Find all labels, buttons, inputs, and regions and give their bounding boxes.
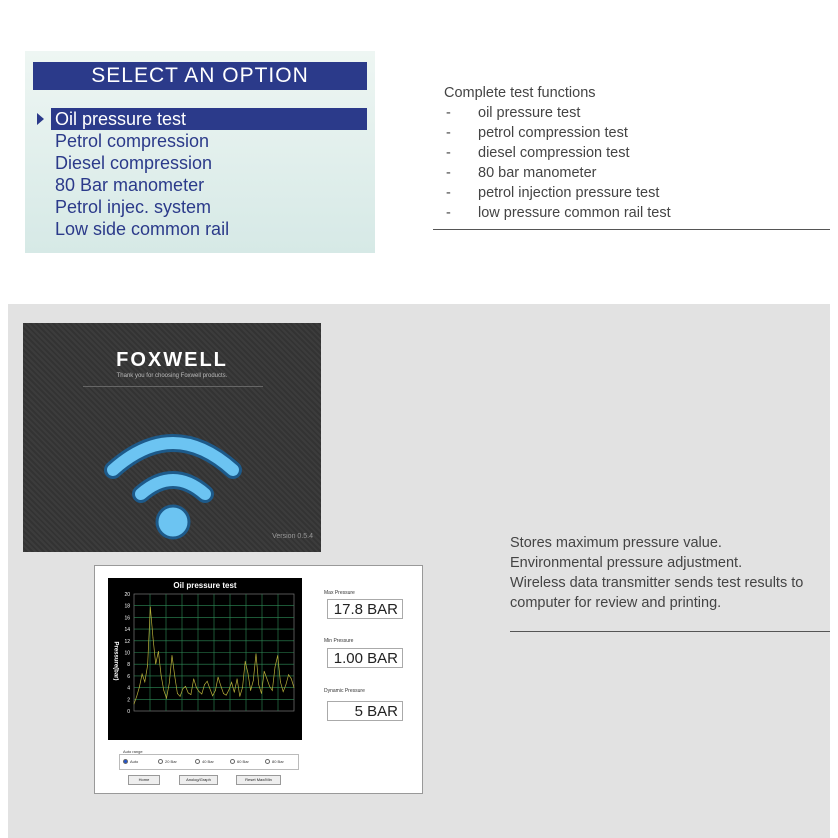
radio-icon (195, 759, 200, 764)
option-label: Petrol compression (55, 131, 210, 151)
divider (83, 386, 263, 387)
y-tick-label: 2 (127, 697, 130, 704)
data-point (256, 653, 257, 654)
foxwell-logo: FOXWELL (116, 349, 228, 371)
data-point (147, 665, 148, 666)
oil-pressure-test-window (94, 565, 423, 794)
version-label: Version 0.5.4 (272, 533, 313, 540)
feature-item (444, 143, 829, 163)
data-point (212, 695, 213, 696)
data-point (280, 681, 281, 682)
data-point (174, 676, 175, 677)
option-label: Low side common rail (55, 219, 230, 239)
min-pressure-label: Min Pressure (324, 638, 354, 644)
data-point (286, 684, 287, 685)
data-point (250, 690, 251, 691)
data-point (258, 684, 259, 685)
dash: - (446, 105, 451, 121)
data-point (218, 677, 219, 678)
data-point (134, 704, 135, 705)
data-point (291, 678, 292, 679)
data-point (204, 684, 205, 685)
data-point (277, 655, 278, 656)
option-label: Diesel compression (55, 153, 213, 173)
data-point (180, 696, 181, 697)
data-point (191, 694, 192, 695)
option-list (33, 108, 367, 240)
data-point (245, 661, 246, 662)
data-point (169, 683, 170, 684)
lcd-menu-screen (25, 51, 375, 253)
reset-max-min-button[interactable]: Reset Max/Min (236, 775, 281, 785)
option-label: Petrol injec. system (55, 197, 212, 217)
feature-description (510, 533, 830, 613)
menu-title: SELECT AN OPTION (33, 62, 367, 90)
max-pressure-label: Max Pressure (324, 590, 355, 596)
radio-icon (123, 759, 128, 764)
data-point (231, 682, 232, 683)
option-label: Oil pressure test (51, 108, 367, 130)
data-point (283, 691, 284, 692)
data-point (288, 674, 289, 675)
data-point (161, 675, 162, 676)
data-point (177, 693, 178, 694)
feature-text: 80 bar manometer (478, 165, 597, 181)
data-point (269, 686, 270, 687)
data-point (150, 607, 151, 608)
features-list (444, 83, 829, 223)
feature-item (444, 123, 829, 143)
y-tick-label: 0 (127, 709, 130, 715)
dynamic-pressure-value: 5 BAR (327, 701, 403, 721)
data-point (264, 671, 265, 672)
data-point (207, 681, 208, 682)
range-option-60-bar[interactable] (230, 759, 249, 764)
data-point (142, 674, 143, 675)
data-point (267, 678, 268, 679)
data-point (294, 687, 295, 688)
data-point (155, 664, 156, 665)
divider (433, 229, 830, 230)
data-point (153, 638, 154, 639)
data-point (253, 680, 254, 681)
data-point (136, 696, 137, 697)
data-point (163, 690, 164, 691)
feature-item (444, 163, 829, 183)
data-point (210, 688, 211, 689)
analog-graph-button[interactable]: Anolog/Graph (179, 775, 218, 785)
option-label: 40 Bar (202, 759, 214, 764)
data-point (275, 667, 276, 668)
data-point (215, 690, 216, 691)
data-point (229, 690, 230, 691)
data-point (185, 686, 186, 687)
data-point (248, 673, 249, 674)
dash: - (446, 125, 451, 141)
data-point (182, 688, 183, 689)
option-oil-pressure-test[interactable] (33, 108, 367, 130)
data-point (196, 687, 197, 688)
dash: - (446, 185, 451, 201)
data-point (226, 695, 227, 696)
data-point (239, 696, 240, 697)
description-line: Environmental pressure adjustment. (510, 555, 743, 571)
range-option-40-bar[interactable] (195, 759, 214, 764)
option-label: 80 Bar manometer (55, 175, 205, 195)
data-point (193, 678, 194, 679)
chart-title: Oil pressure test (173, 581, 237, 590)
range-selector (119, 754, 299, 770)
range-title: Auto range (123, 749, 143, 754)
max-pressure-value: 17.8 BAR (327, 599, 403, 619)
option-label: 80 Bar (272, 759, 284, 764)
data-point (158, 651, 159, 652)
features-heading: Complete test functions (444, 85, 596, 101)
range-option-auto[interactable] (123, 759, 138, 764)
description-line: Wireless data transmitter sends test results to computer for review and printing. (510, 575, 804, 611)
range-option-80-bar[interactable] (265, 759, 284, 764)
radio-icon (230, 759, 235, 764)
feature-text: oil pressure test (478, 105, 581, 121)
option-label: Auto (130, 759, 139, 764)
home-button[interactable]: Home (128, 775, 160, 785)
data-point (272, 690, 273, 691)
radio-icon (158, 759, 163, 764)
feature-text: petrol compression test (478, 125, 628, 141)
dash: - (446, 165, 451, 181)
feature-item (444, 183, 829, 203)
y-tick-label: 10 (124, 650, 130, 657)
data-point (242, 687, 243, 688)
y-tick-label: 6 (127, 673, 130, 680)
data-point (223, 693, 224, 694)
option-petrol-injection[interactable] (33, 196, 367, 218)
data-point (261, 693, 262, 694)
data-point (144, 681, 145, 682)
dash: - (446, 145, 451, 161)
feature-text: diesel compression test (478, 145, 630, 161)
data-point (166, 698, 167, 699)
option-80-bar-manometer[interactable] (33, 174, 367, 196)
feature-item (444, 203, 829, 223)
y-tick-label: 4 (127, 685, 130, 692)
y-tick-label: 14 (124, 627, 130, 634)
y-tick-label: 16 (124, 615, 130, 622)
data-point (237, 678, 238, 679)
data-point (234, 692, 235, 693)
min-pressure-value: 1.00 BAR (327, 648, 403, 668)
y-tick-label: 8 (127, 662, 130, 669)
divider (510, 631, 830, 632)
pressure-chart-svg (108, 578, 302, 740)
description-line: Stores maximum pressure value. (510, 535, 722, 551)
wifi-icon (103, 418, 243, 543)
option-label: 60 Bar (237, 759, 249, 764)
y-axis-label: Pressure(bar) (112, 641, 119, 681)
data-point (201, 694, 202, 695)
feature-text: petrol injection pressure test (478, 185, 660, 201)
foxwell-splash-screen (23, 323, 321, 552)
pressure-chart (108, 578, 302, 740)
radio-icon (265, 759, 270, 764)
data-point (139, 687, 140, 688)
dash: - (446, 205, 451, 221)
feature-item (444, 103, 829, 123)
data-point (172, 655, 173, 656)
splash-tagline: Thank you for choosing Foxwell products. (116, 373, 228, 379)
data-point (188, 693, 189, 694)
y-tick-label: 18 (124, 603, 130, 610)
feature-text: low pressure common rail test (478, 205, 671, 221)
y-tick-label: 12 (124, 638, 130, 645)
y-tick-label: 20 (124, 592, 130, 598)
selection-arrow-icon (37, 113, 44, 125)
data-point (199, 691, 200, 692)
data-point (220, 685, 221, 686)
dynamic-pressure-label: Dynamic Pressure (324, 688, 365, 694)
option-low-side-common-rail[interactable] (33, 218, 367, 240)
range-option-20-bar[interactable] (158, 759, 177, 764)
option-label: 20 Bar (165, 759, 177, 764)
option-petrol-compression[interactable] (33, 130, 367, 152)
option-diesel-compression[interactable] (33, 152, 367, 174)
